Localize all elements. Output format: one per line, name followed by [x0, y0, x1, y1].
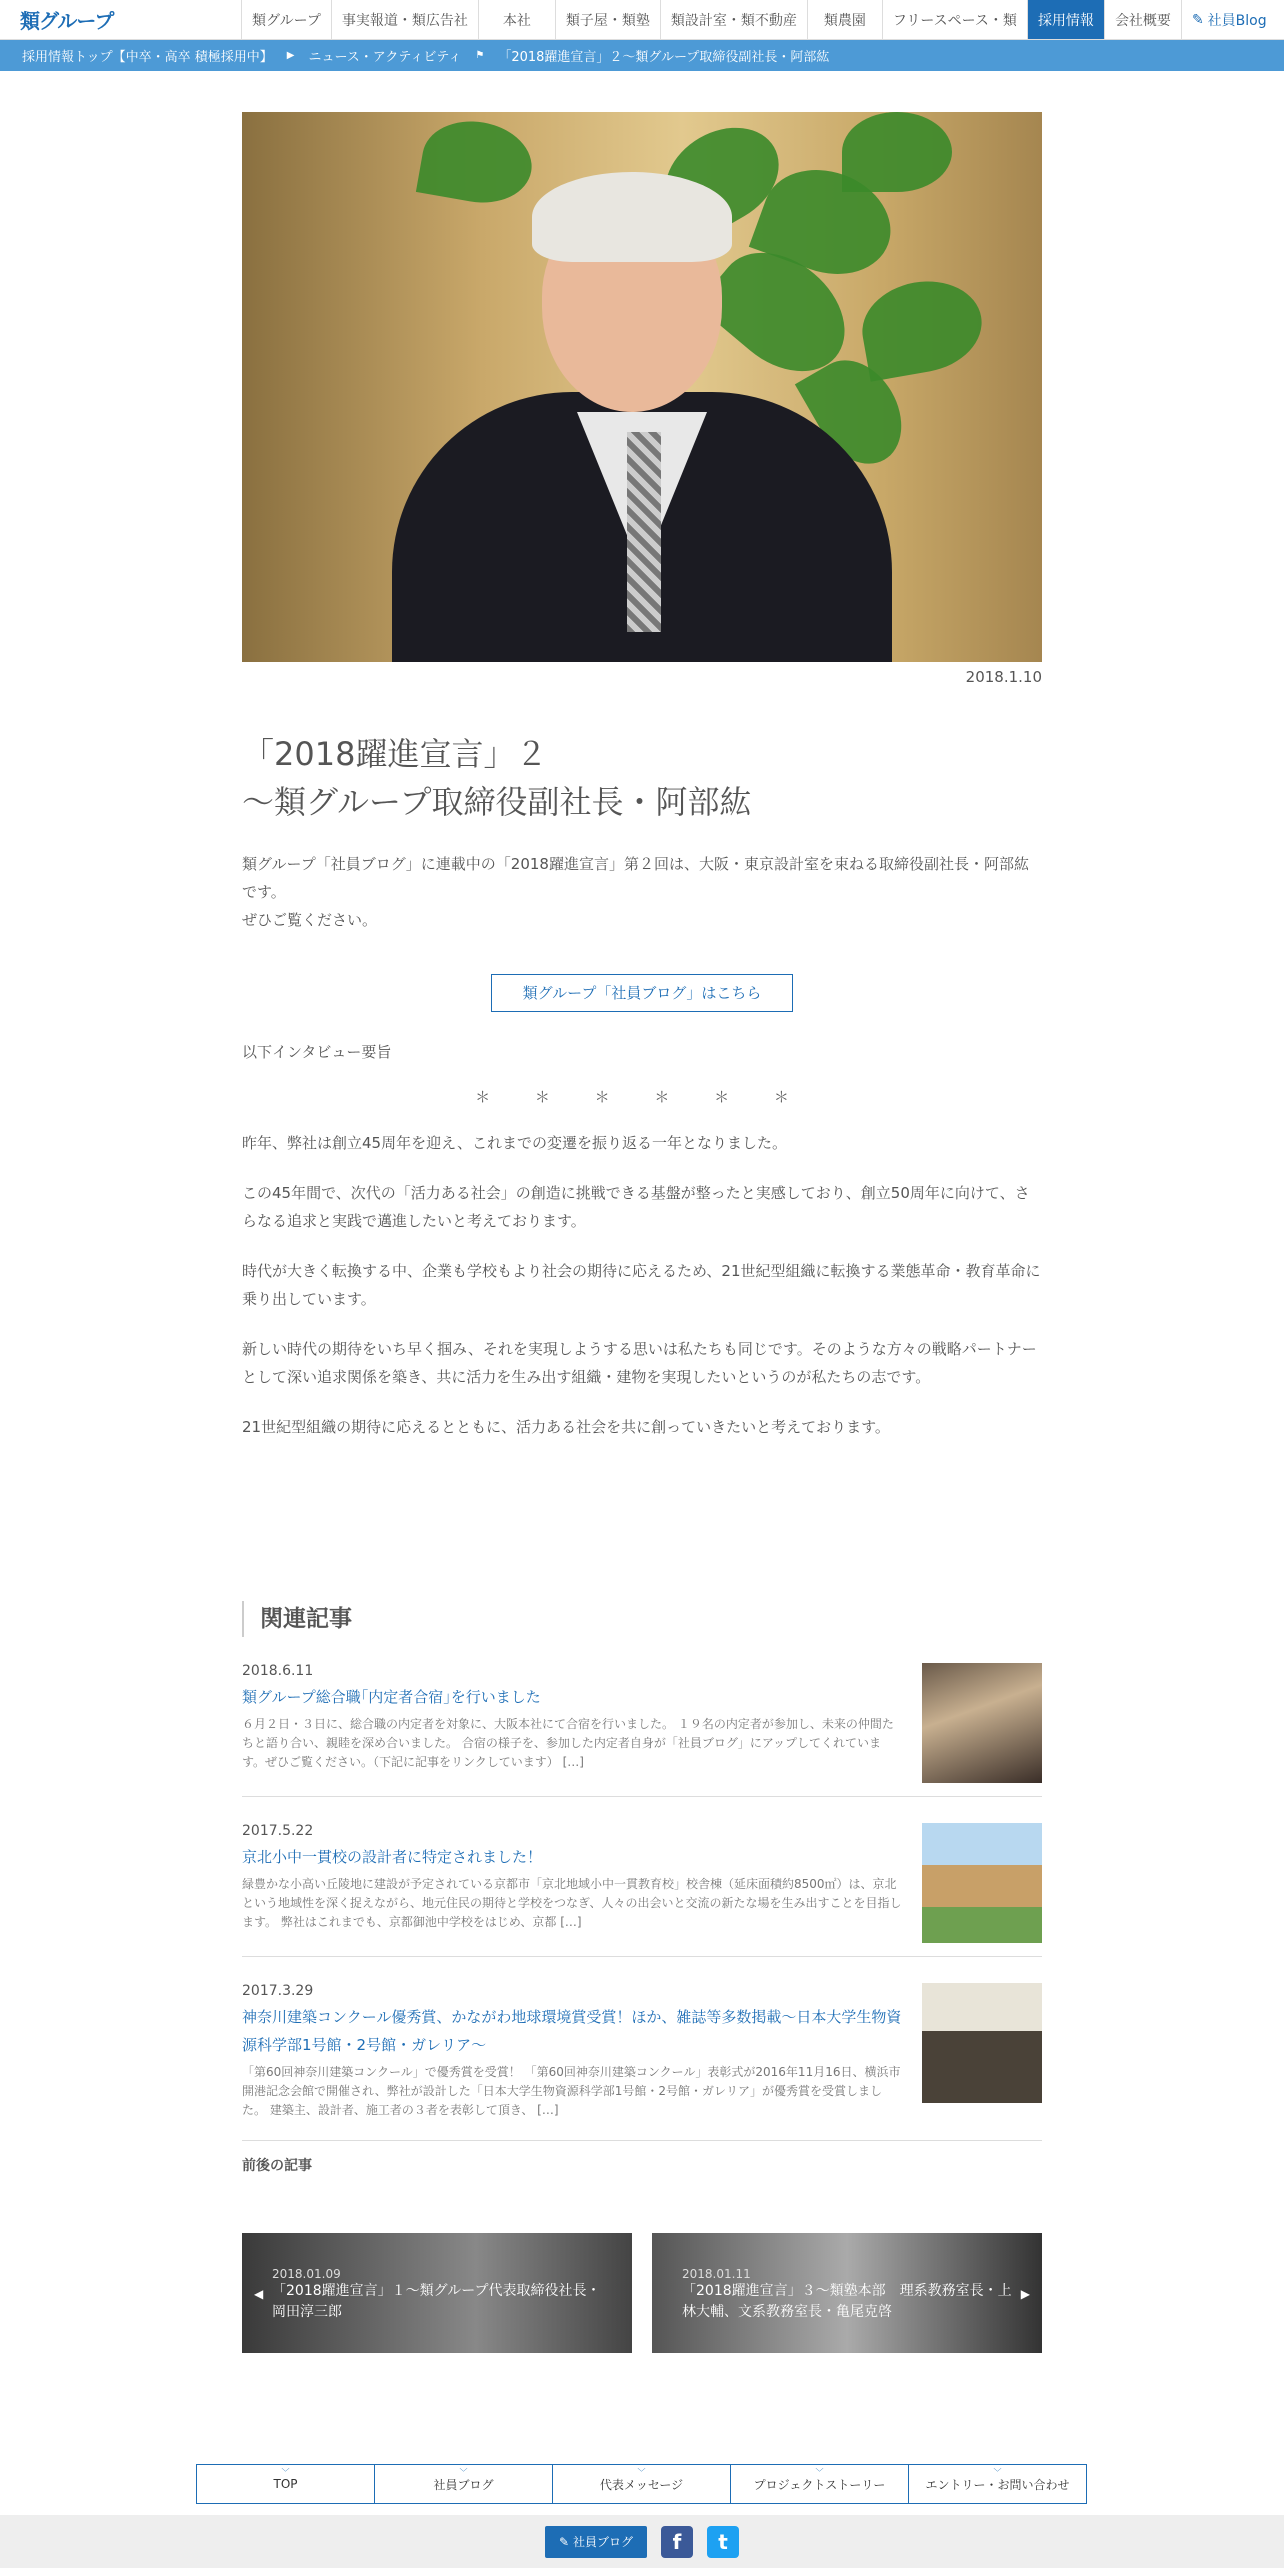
chevron-down-icon: ﹀ [993, 2468, 1002, 2477]
hero-photo [242, 112, 1042, 662]
facebook-icon[interactable]: f [661, 2526, 693, 2558]
site-logo[interactable]: 類グループ [20, 9, 114, 33]
prevnext-label: 前後の記事 [242, 2158, 312, 2174]
nav-item-blog[interactable] [1181, 0, 1277, 39]
staff-blog-button[interactable]: 類グループ「社員ブログ」はこちら [491, 974, 793, 1012]
chevron-right-icon: ▶ [286, 50, 295, 61]
main-content [242, 112, 1042, 2353]
pencil-icon: ✎ [558, 2534, 570, 2549]
bottom-nav-label: プロジェクトストーリー [753, 2477, 886, 2492]
article-lead [242, 850, 1042, 934]
related-thumbnail[interactable] [922, 1663, 1042, 1783]
breadcrumb-current: 「2018躍進宣言」２〜類グループ取締役副社長・阿部紘 [498, 50, 830, 65]
nav-item-company[interactable]: 会社概要 [1104, 0, 1181, 39]
bottom-navigation [196, 2464, 1087, 2504]
separator-stars: ＊ ＊ ＊ ＊ ＊ ＊ [475, 1088, 809, 1106]
footer-blog-button[interactable] [545, 2526, 647, 2558]
chevron-right-icon: ▶ [1020, 2287, 1030, 2301]
bottom-nav-label: 社員ブログ [433, 2477, 494, 2492]
paragraph: 新しい時代の期待をいち早く掴み、それを実現しようする思いは私たちも同じです。そのような方々の戦略パートナーとして深い追求関係を築き、共に活力を生み出す組織・建物を実現したいというのが私たちの志です。 [242, 1340, 1037, 1386]
next-title: 「2018躍進宣言」３〜類塾本部 理系教務室長・上林大輔、文系教務室長・亀尾克啓 [682, 2283, 1012, 2320]
nav-item-freespace[interactable]: フリースペース・類 [882, 0, 1027, 39]
pencil-icon: ✎ [1191, 11, 1204, 28]
breadcrumb-recruit-top[interactable]: 採用情報トップ【中卒・高卒 積極採用中】 [22, 50, 273, 65]
prev-date: 2018.01.09 [272, 2267, 341, 2281]
bottom-nav-top[interactable] [197, 2465, 375, 2503]
related-date: 2017.3.29 [242, 1983, 314, 1999]
nav-item-group[interactable]: 類グループ [241, 0, 331, 39]
related-title-link[interactable]: 神奈川建築コンクール優秀賞、かながわ地球環境賞受賞！ほか、雑誌等多数掲載～日本大学生物資源科学部1号館・2号館・ガレリア～ [242, 2008, 902, 2054]
related-date: 2018.6.11 [242, 1663, 314, 1679]
nav-item-juku[interactable]: 類子屋・類塾 [555, 0, 660, 39]
paragraph: 21世紀型組織の期待に応えるとともに、活力ある社会を共に創っていきたいと考えております。 [242, 1418, 890, 1436]
nav-item-design[interactable]: 類設計室・類不動産 [660, 0, 807, 39]
footer-blog-label: 社員ブログ [573, 2535, 634, 2549]
related-date: 2017.5.22 [242, 1823, 314, 1839]
nav-item-recruit[interactable]: 採用情報 [1027, 0, 1104, 39]
breadcrumb [0, 40, 1284, 71]
chevron-left-icon: ◀ [254, 2287, 264, 2301]
nav-item-headquarters[interactable]: 本社 [478, 0, 555, 39]
related-excerpt: 「第60回神奈川建築コンクール」で優秀賞を受賞！ 「第60回神奈川建築コンクール」表彰式が2016年11月16日、横浜市開港記念会館で開催され、弊社が設計した「日本大学生物資源科学部1号館・2号館・ガレリア」が優秀賞を受賞しました。 建築主、設計者、施工者の３者を表彰して頂き、 […] [242, 2065, 901, 2117]
related-excerpt: ６月２日・３日に、総合職の内定者を対象に、大阪本社にて合宿を行いました。 １９名の内定者が参加し、未来の仲間たちと語り合い、親睦を深め合いました。 合宿の様子を、参加した内定者自身が「社員ブログ」にアップしてくれています。ぜひご覧ください。（下記に記事をリンクしています） […] [242, 1717, 894, 1769]
related-thumbnail[interactable] [922, 1983, 1042, 2103]
nav-item-news[interactable]: 事実報道・類広告社 [331, 0, 478, 39]
paragraph: この45年間で、次代の「活力ある社会」の創造に挑戦できる基盤が整ったと実感しており、創立50周年に向けて、さらなる追求と実践で邁進したいと考えております。 [242, 1184, 1030, 1230]
chevron-down-icon: ﹀ [459, 2468, 468, 2477]
bottom-nav-label: エントリー・お問い合わせ [925, 2477, 1070, 2492]
interview-intro: 以下インタビュー要旨 [242, 1043, 392, 1061]
lead-line2: ぜひご覧ください。 [242, 911, 378, 929]
related-heading: 関連記事 [242, 1601, 1042, 1637]
prevnext-links [242, 2233, 1042, 2353]
flag-icon: ⚑ [475, 50, 485, 61]
paragraph: 時代が大きく転換する中、企業も学校もより社会の期待に応えるため、21世紀型組織に転換する業態革命・教育革命に乗り出しています。 [242, 1262, 1041, 1308]
breadcrumb-news[interactable]: ニュース・アクティビティ [308, 50, 462, 65]
article-title-line2: 〜類グループ取締役副社長・阿部紘 [242, 783, 752, 821]
article-title-line1: 「2018躍進宣言」２ [242, 735, 548, 773]
paragraph: 昨年、弊社は創立45周年を迎え、これまでの変遷を振り返る一年となりました。 [242, 1134, 787, 1152]
article-date: 2018.1.10 [965, 668, 1042, 686]
footer [0, 2515, 1284, 2568]
bottom-nav-blog[interactable] [375, 2465, 553, 2503]
prev-title: 「2018躍進宣言」１〜類グループ代表取締役社長・岡田淳三郎 [272, 2283, 601, 2320]
related-article [242, 1957, 1042, 2141]
related-thumbnail[interactable] [922, 1823, 1042, 1943]
related-title-link[interactable]: 京北小中一貫校の設計者に特定されました！ [242, 1848, 543, 1866]
related-article [242, 1637, 1042, 1797]
top-navigation [0, 0, 1284, 40]
related-title-link[interactable]: 類グループ総合職｢内定者合宿｣を行いました [242, 1688, 541, 1706]
twitter-icon[interactable]: t [707, 2526, 739, 2558]
chevron-down-icon: ﹀ [637, 2468, 646, 2477]
bottom-nav-label: TOP [273, 2477, 298, 2491]
nav-blog-label: 社員Blog [1207, 12, 1267, 29]
lead-line1: 類グループ「社員ブログ」に連載中の「2018躍進宣言」第２回は、大阪・東京設計室を束ねる取締役副社長・阿部紘です。 [242, 855, 1029, 901]
article-title [242, 730, 1042, 826]
prev-article-link[interactable] [242, 2233, 632, 2353]
bottom-nav-label: 代表メッセージ [599, 2477, 684, 2492]
bottom-nav-message[interactable] [553, 2465, 731, 2503]
next-article-link[interactable] [652, 2233, 1042, 2353]
next-date: 2018.01.11 [682, 2267, 751, 2281]
nav-item-farm[interactable]: 類農園 [807, 0, 882, 39]
nav-items [241, 0, 1277, 39]
chevron-down-icon: ﹀ [815, 2468, 824, 2477]
related-article [242, 1797, 1042, 1957]
bottom-nav-project[interactable] [731, 2465, 909, 2503]
related-excerpt: 緑豊かな小高い丘陵地に建設が予定されている京都市「京北地域小中一貫教育校」校舎棟（延床面積約8500㎡）は、京北という地域性を深く捉えながら、地元住民の期待と学校をつなぎ、人々の出会いと交流の新たな場を生み出すことを目指します。 弊社はこれまでも、京都御池中学校をはじめ、京都 […] [242, 1877, 902, 1929]
bottom-nav-entry[interactable] [909, 2465, 1086, 2503]
chevron-down-icon: ﹀ [281, 2468, 290, 2477]
